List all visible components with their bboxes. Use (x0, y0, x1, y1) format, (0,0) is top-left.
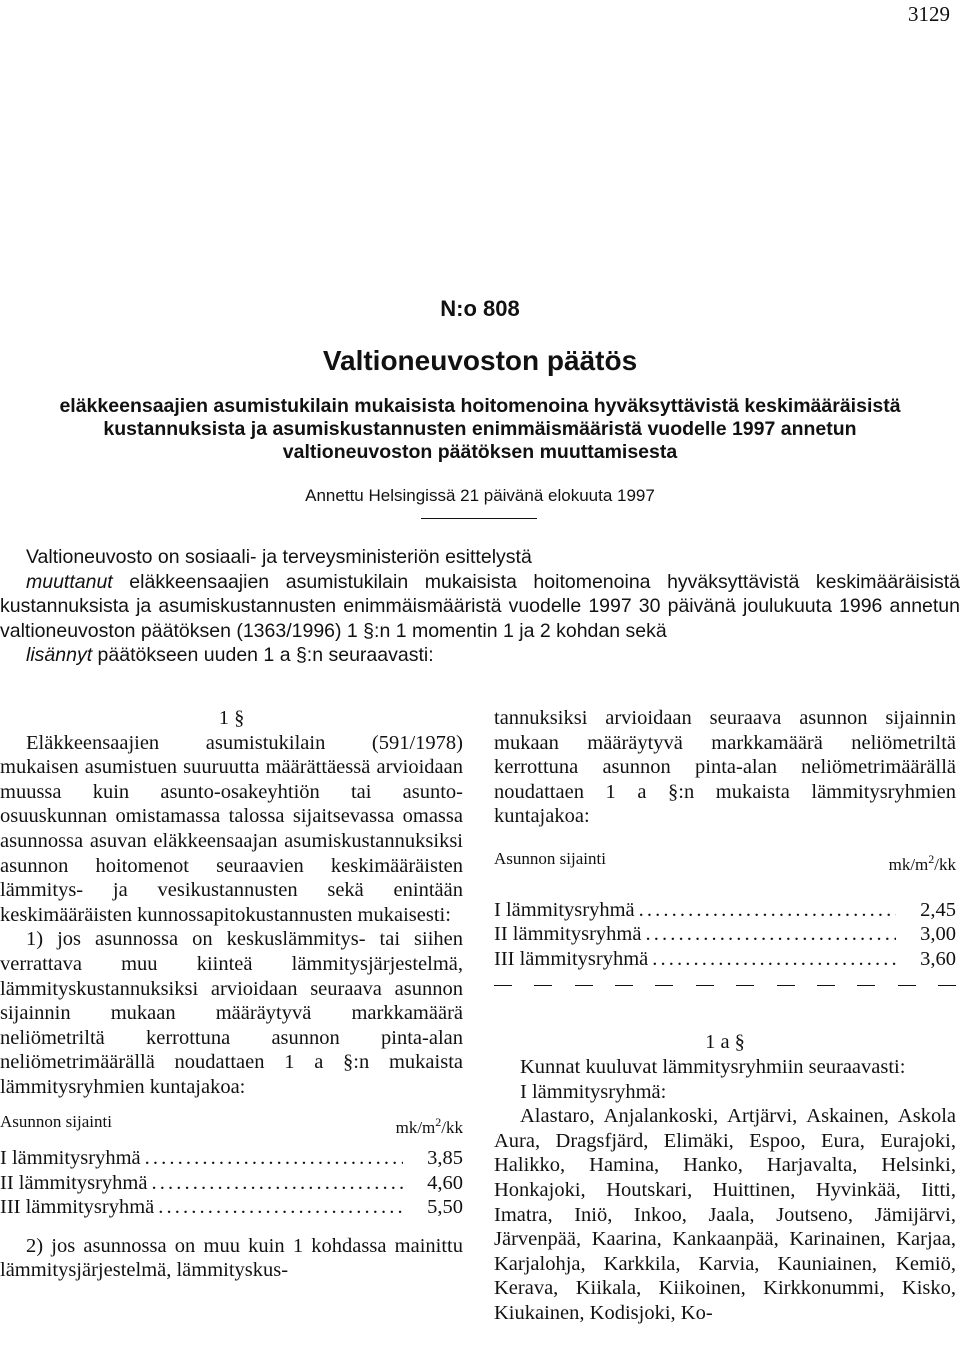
intro-added (0, 643, 960, 668)
table-header-location: Asunnon sijainti (0, 1111, 112, 1131)
subtitle-line: eläkkeensaajien asumistukilain mukaisista hoitomenoina hyväksyttävistä keskimääräisistä (59, 395, 901, 417)
table-header-unit: $mk/m^2/kk$ (888, 851, 956, 874)
table-row: I lämmitysryhmä . . . 3,85 (0, 1146, 463, 1171)
table-row: II lämmitysryhmä . . . 3,00 (494, 922, 956, 947)
right-column (494, 706, 956, 1325)
added-text: päätökseen uuden 1 a §:n seuraavasti: (92, 644, 434, 667)
subtitle-line: valtioneuvoston päätöksen muuttamisesta (282, 441, 678, 463)
intro-amended (0, 570, 960, 644)
subtitle (0, 395, 960, 464)
table-row: III lämmitysryhmä . . . 5,50 (0, 1195, 463, 1220)
table-header-location: Asunnon sijainti (494, 848, 606, 868)
paragraph: Kunnat kuuluvat lämmitysryhmiin seuraavasti: (520, 1055, 906, 1078)
issued-date: Annettu Helsingissä 21 päivänä elokuuta 1997 (305, 486, 655, 505)
table-row: III lämmitysryhmä . . . 3,60 (494, 947, 956, 972)
section-heading: 1 a § (705, 1031, 745, 1054)
table-row: II lämmitysryhmä . . . 4,60 (0, 1171, 463, 1196)
table-header (494, 847, 956, 878)
amended-text: eläkkeensaajien asumistukilain mukaisista hoitomenoina hyväksyttävistä keskimääräisistä kustannuksista ja asumiskustannusten enimmäismääristä vuodelle 1997 30 päivänä joulukuuta 1996 annetun valtioneuvoston päätöksen (1363/1996) 1 §:n 1 momentin 1 ja 2 kohdan sekä (0, 570, 960, 642)
paragraph: tannuksiksi arvioidaan seuraava asunnon sijainnin mukaan määräytyvä markkamäärä neliömetriltä kerrottuna asunnon pinta-alan neliömetrimäärällä noudattaen 1 a §:n mukaista lämmitysryhmien kuntajakoa: (494, 707, 956, 828)
divider (421, 518, 537, 519)
added-keyword: lisännyt (26, 644, 93, 667)
amended-keyword: muuttanut (26, 570, 113, 593)
intro-line: Valtioneuvosto on sosiaali- ja terveysministeriön esittelystä (26, 546, 532, 568)
left-column (0, 706, 463, 1283)
paragraph: 1) jos asunnossa on keskuslämmitys- tai siihen verrattava muu kiinteä lämmitysjärjestelmä, lämmityskustannuksiksi arvioidaan seuraava asunnon sijainnin mukaan määräytyvä markkamäärä neliömetriltä kerrottuna asunnon pinta-alan neliömetrimäärällä noudattaen 1 a §:n mukaista lämmitysryhmien kuntajakoa: (0, 928, 463, 1098)
page-title: Valtioneuvoston päätös (322, 345, 638, 376)
intro-paragraph (0, 545, 960, 668)
municipality-list: Alastaro, Anjalankoski, Artjärvi, Askainen, Askola Aura, Dragsfjärd, Elimäki, Espoo, Eura, Eurajoki, Halikko, Hamina, Hanko, Harjavalta, Helsinki, Honkajoki, Houtskari, Huittinen, Hyvinkää, Iitti, Imatra, Iniö, Inkoo, Jaala, Joutseno, Jämijärvi, Järvenpää, Kaarina, Kankaanpää, Karinainen, Karjaa, Karjalohja, Karkkila, Karvia, Kauniainen, Kemiö, Kerava, Kiikala, Kiikoinen, Kirkkonummi, Kisko, Kiukainen, Kodisjoki, Ko- (494, 1105, 956, 1324)
table-row: I lämmitysryhmä . . . 2,45 (494, 898, 956, 923)
document-number: N:o 808 (440, 296, 520, 321)
paragraph: 2) jos asunnossa on muu kuin 1 kohdassa mainittu lämmitysjärjestelmä, lämmityskus- (0, 1234, 463, 1282)
subtitle-line: kustannuksista ja asumiskustannusten enimmäismääristä vuodelle 1997 annetun (103, 418, 857, 440)
paragraph: Eläkkeensaajien asumistukilain (591/1978) mukaisen asumistuen suuruutta määrättäessä arvioidaan muussa kuin asunto-osakeyhtiön tai asunto-osuuskunnan omistamassa talossa sijaitsevassa omassa asunnossa asuvan eläkkeensaajan asumiskustannuksiksi asunnon hoitomenot seuraavien keskimääräisten lämmitys- ja vesikustannusten sekä enintään keskimääräisten kunnossapitokustannusten mukaisesti: (0, 731, 463, 926)
table-header-unit: $mk/m^2/kk$ (395, 1114, 463, 1137)
page-number: 3129 (908, 2, 950, 26)
group-heading: I lämmitysryhmä: (520, 1080, 667, 1103)
section-heading: 1 § (218, 707, 245, 729)
table-header (0, 1110, 463, 1141)
